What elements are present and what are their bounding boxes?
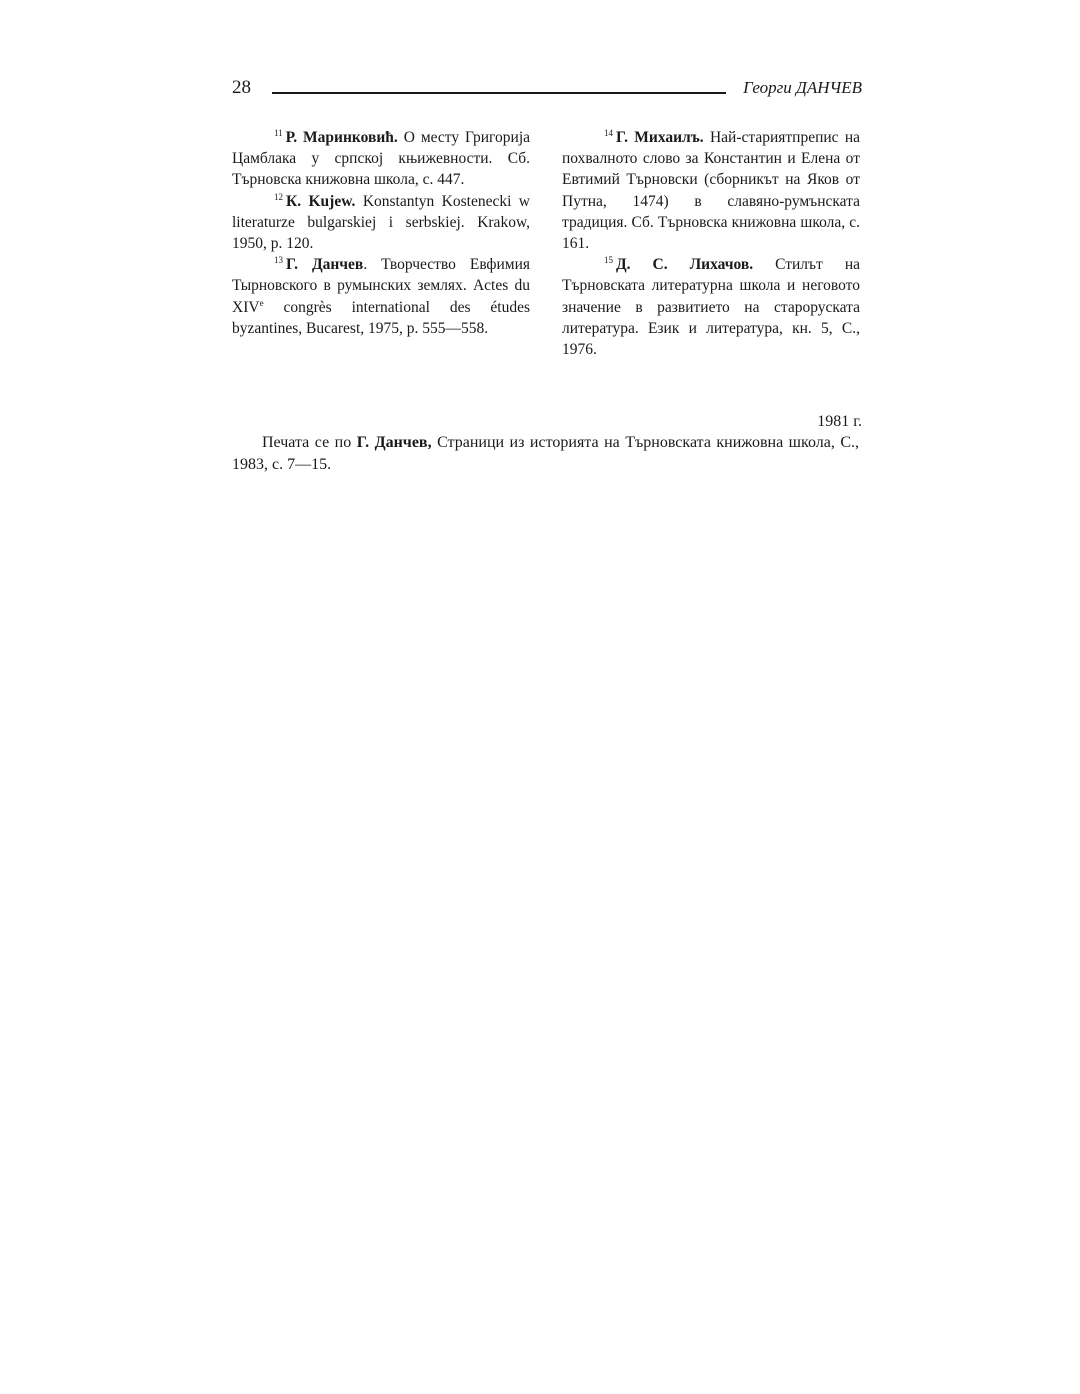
footnote-number: 13 [274, 255, 283, 266]
footnote-text-continued: congrès international des études byzantines, Bucarest, 1975, p. 555—558. [232, 298, 530, 337]
footnote-11 [232, 127, 530, 191]
footnote-text: Konstantyn Kostenecki w literaturze bulgarskiej i serbskiej. Krakow, 1950, p. 120. [232, 192, 530, 253]
footnote-author: Д. С. Лихачов. [616, 256, 754, 274]
footnote-number: 14 [604, 128, 613, 138]
footnote-number: 11 [274, 128, 283, 138]
source-note-prefix: Печата се по [262, 434, 357, 451]
footnote-author: Г. Михаилъ. [616, 129, 704, 146]
footnotes-left-column [232, 127, 530, 339]
footnote-15 [562, 254, 860, 360]
footnote-author: К. Kujew. [286, 192, 356, 210]
page-number: 28 [232, 77, 251, 98]
page-header [232, 76, 862, 102]
source-note [232, 432, 859, 476]
source-note-text: Страници из историята на Търновската книжовна школа, С., 1983, с. 7—15. [232, 434, 859, 473]
source-note-author: Г. Данчев, [356, 434, 432, 451]
header-rule [272, 92, 726, 94]
footnote-number: 15 [604, 255, 613, 266]
footnote-text: О месту Григорија Цамблака у српској књижевности. Сб. Търновска книжовна школа, с. 447. [232, 129, 531, 189]
running-head: Георги ДАНЧЕВ [743, 78, 862, 97]
footnote-14 [562, 127, 860, 254]
footnote-text: . Творчество Евфимия Тырновского в румынских землях. Actes du XIV [232, 256, 530, 316]
footnote-text: Стилът на Търновската литературна школа и неговото значение в развитието на староруската литература. Език и литература, кн. 5, С., 1976. [562, 256, 860, 359]
footnote-number: 12 [274, 191, 283, 202]
ordinal-superscript: e [259, 297, 264, 308]
article-date: 1981 г. [817, 413, 862, 430]
footnotes-right-column [562, 127, 860, 360]
footnote-author: Г. Данчев [286, 256, 364, 274]
footnote-13 [232, 254, 530, 339]
footnote-text: Най-стариятпрепис на похвалното слово за Константин и Елена от Евтимий Търновски (сборникът на Яков от Путна, 1474) в славяно-румънската традиция. Сб. Търновска книжовна школа, с. 161. [562, 129, 860, 253]
footnote-author: Р. Маринковић. [285, 129, 398, 146]
footnote-12 [232, 191, 530, 255]
